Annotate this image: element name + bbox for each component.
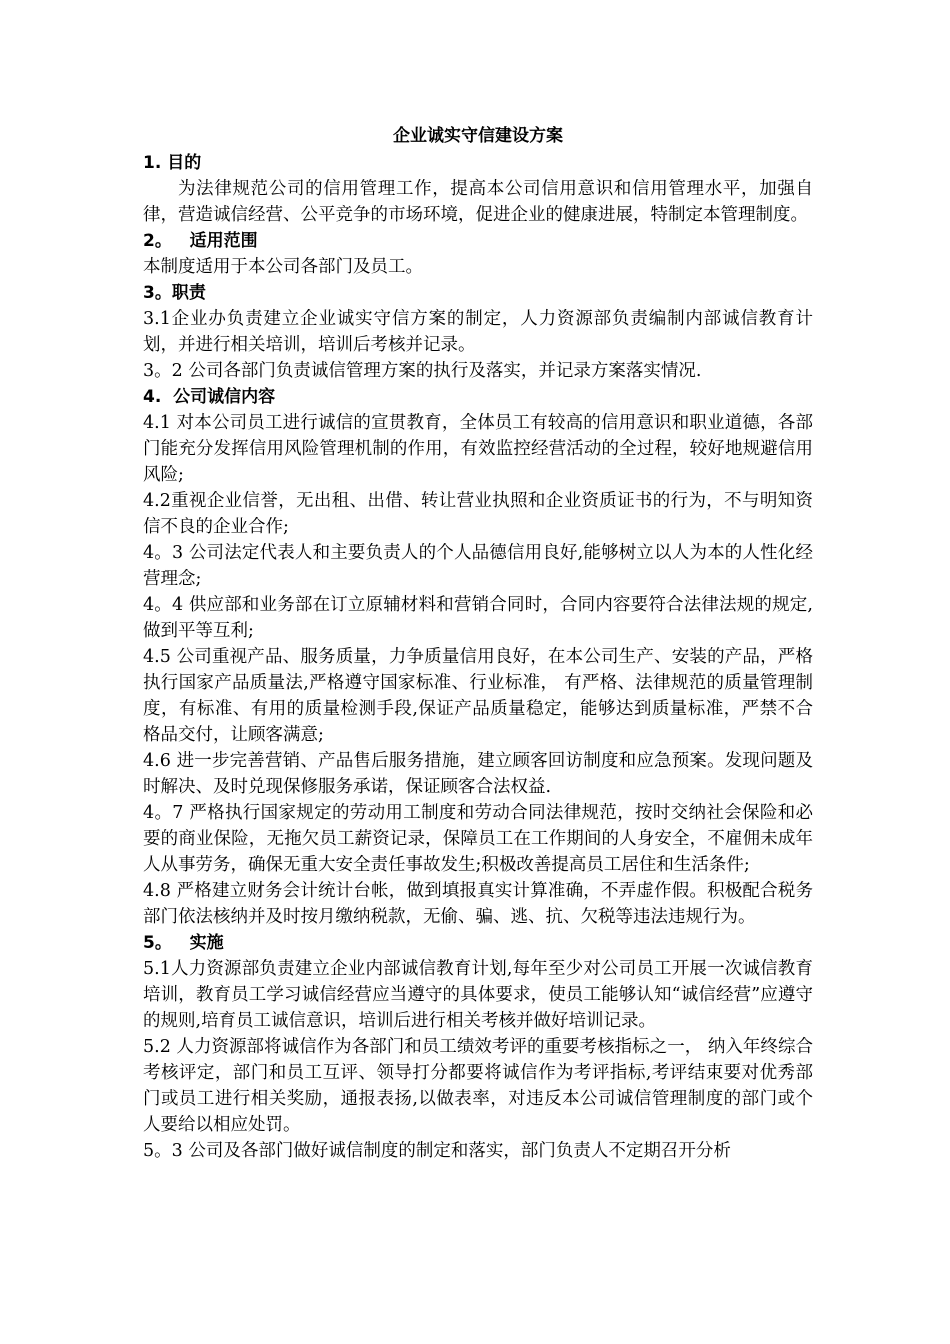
section-heading: 2。 适用范围 bbox=[143, 231, 258, 251]
paragraph: 5。3 公司及各部门做好诚信制度的制定和落实，部门负责人不定期召开分析 bbox=[143, 1141, 731, 1161]
paragraph: 5.2 人力资源部将诚信作为各部门和员工绩效考评的重要考核指标之一， 纳入年终综合考核评定，部门和员工互评、领导打分都要将诚信作为考评指标,考评结束要对优秀部门或员工进行相关奖励，通报表扬,以做表率，对违反本公司诚信管理制度的部门或个人要给以相应处罚。 bbox=[143, 1037, 813, 1135]
section-heading: 4. 公司诚信内容 bbox=[143, 387, 276, 407]
paragraph: 3.1企业办负责建立企业诚实守信方案的制定，人力资源部负责编制内部诚信教育计划，并进行相关培训，培训后考核并记录。 bbox=[143, 309, 813, 355]
section-heading: 1. 目的 bbox=[143, 153, 202, 173]
paragraph: 5.1人力资源部负责建立企业内部诚信教育计划,每年至少对公司员工开展一次诚信教育培训，教育员工学习诚信经营应当遵守的具体要求，使员工能够认知“诚信经营”应遵守的规则,培育员工诚信意识，培训后进行相关考核并做好培训记录。 bbox=[143, 959, 813, 1031]
paragraph: 3。2 公司各部门负责诚信管理方案的执行及落实，并记录方案落实情况. bbox=[143, 361, 702, 381]
paragraph: 本制度适用于本公司各部门及员工。 bbox=[143, 257, 423, 277]
section-scope bbox=[143, 228, 813, 280]
section-heading: 5。 实施 bbox=[143, 933, 224, 953]
section-heading: 3。职责 bbox=[143, 283, 206, 303]
paragraph: 4。4 供应部和业务部在订立原辅材料和营销合同时，合同内容要符合法律法规的规定,做到平等互利; bbox=[143, 595, 813, 641]
paragraph: 4.5 公司重视产品、服务质量，力争质量信用良好，在本公司生产、安装的产品，严格执行国家产品质量法,严格遵守国家标准、行业标准， 有严格、法律规范的质量管理制度，有标准、有用的质量检测手段,保证产品质量稳定，能够达到质量标准，严禁不合格品交付，让顾客满意; bbox=[143, 647, 813, 745]
paragraph: 4。7 严格执行国家规定的劳动用工制度和劳动合同法律规范，按时交纳社会保险和必要的商业保险，无拖欠员工薪资记录，保障员工在工作期间的人身安全，不雇佣未成年人从事劳务，确保无重大安全责任事故发生;积极改善提高员工居住和生活条件; bbox=[143, 803, 813, 875]
paragraph: 4.2重视企业信誉，无出租、出借、转让营业执照和企业资质证书的行为，不与明知资信不良的企业合作; bbox=[143, 491, 813, 537]
section-implementation bbox=[143, 930, 813, 1164]
section-purpose bbox=[143, 150, 813, 228]
document-title: 企业诚实守信建设方案 bbox=[393, 126, 563, 146]
section-responsibilities bbox=[143, 280, 813, 384]
paragraph: 4.8 严格建立财务会计统计台帐，做到填报真实计算准确，不弄虚作假。积极配合税务部门依法核纳并及时按月缴纳税款，无偷、骗、逃、抗、欠税等违法违规行为。 bbox=[143, 881, 813, 927]
document-page bbox=[143, 122, 813, 1164]
paragraph: 为法律规范公司的信用管理工作，提高本公司信用意识和信用管理水平，加强自律，营造诚信经营、公平竞争的市场环境，促进企业的健康进展，特制定本管理制度。 bbox=[143, 179, 813, 225]
paragraph: 4.6 进一步完善营销、产品售后服务措施，建立顾客回访制度和应急预案。发现问题及时解决、及时兑现保修服务承诺，保证顾客合法权益. bbox=[143, 751, 813, 797]
section-integrity-content bbox=[143, 384, 813, 930]
paragraph: 4.1 对本公司员工进行诚信的宣贯教育，全体员工有较高的信用意识和职业道德，各部门能充分发挥信用风险管理机制的作用，有效监控经营活动的全过程，较好地规避信用风险; bbox=[143, 413, 813, 485]
paragraph: 4。3 公司法定代表人和主要负责人的个人品德信用良好,能够树立以人为本的人性化经营理念; bbox=[143, 543, 813, 589]
